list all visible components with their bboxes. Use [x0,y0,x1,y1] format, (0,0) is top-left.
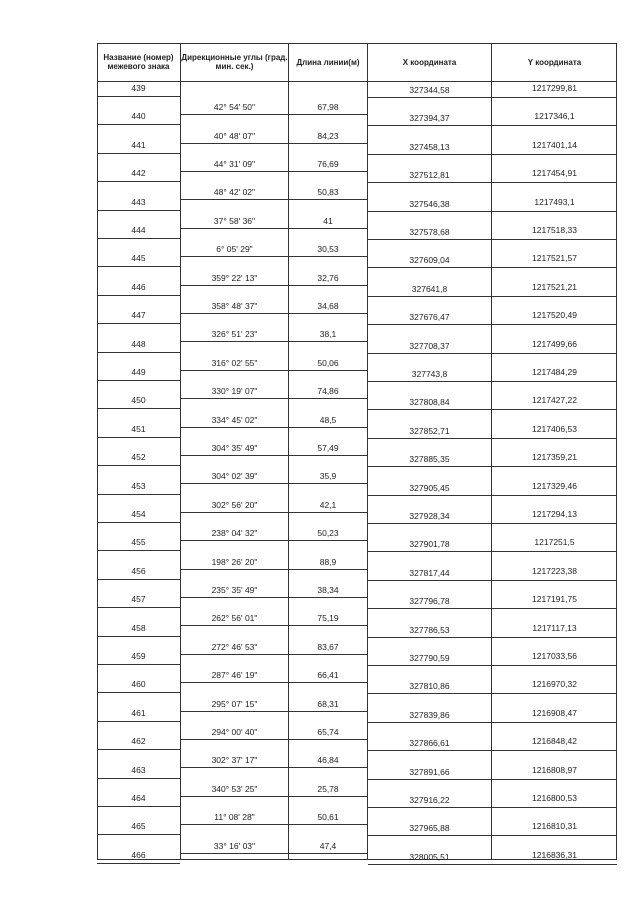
row-rule [368,381,617,382]
line-length: 67,98 [317,102,339,113]
row-rule [181,143,367,144]
line-length: 42,1 [319,499,337,510]
x-coordinate: 327743,8 [411,369,448,379]
line-length: 32,76 [317,272,339,283]
row-rule [97,778,180,779]
x-coordinate: 327928,34 [409,511,450,521]
y-coordinate: 1217329,46 [532,480,577,491]
line-length: 75,19 [317,613,339,624]
point-name: 449 [131,367,146,377]
row-rule [181,540,367,541]
point-name: 450 [131,395,146,406]
row-rule [368,608,617,609]
row-rule [368,750,617,751]
row-rule [368,580,617,581]
row-rule [181,625,367,626]
line-length: 84,23 [317,130,339,141]
direction-angle: 33° 16' 03" [213,840,256,851]
x-coordinate: 327786,53 [409,624,450,635]
line-length: 66,41 [317,670,339,681]
row-rule [97,806,180,807]
y-coordinate: 1217518,33 [532,225,577,235]
direction-angle: 302° 56' 20" [211,499,258,510]
row-rule [368,637,617,638]
row-rule [368,551,617,552]
row-rule [368,807,617,808]
row-rule [368,97,617,98]
row-rule [97,238,180,239]
line-length: 88,9 [319,556,337,567]
x-coordinate: 327394,37 [409,113,450,124]
x-coordinate: 327965,88 [409,823,450,834]
row-rule [97,579,180,580]
row-rule [181,256,367,257]
line-length: 50,23 [317,528,339,539]
x-coordinate: 327916,22 [409,795,450,805]
x-coordinate: 327808,84 [409,397,450,408]
line-length: 25,78 [317,783,339,794]
point-name: 448 [131,338,146,349]
row-rule [97,522,180,523]
direction-angle: 238° 04' 32" [211,528,258,539]
y-coordinate: 1216848,42 [532,736,577,747]
row-rule [368,239,617,240]
y-coordinate: 1217191,75 [532,594,577,605]
direction-angle: 316° 02' 55" [211,357,258,368]
direction-angle: 330° 19' 07" [211,386,258,397]
point-name: 466 [131,849,146,860]
row-rule [368,779,617,780]
row-rule [97,408,180,409]
row-rule [97,550,180,551]
line-length: 47,4 [319,840,337,851]
point-name: 455 [131,537,146,548]
y-coordinate: 1217484,29 [532,367,577,377]
row-rule [368,864,617,865]
line-length: 34,68 [317,301,339,311]
row-rule [97,607,180,608]
x-coordinate: 327839,86 [409,709,450,720]
x-coordinate: 327578,68 [409,227,450,237]
x-coordinate: 328005,51 [409,851,450,862]
point-name: 440 [131,111,146,122]
row-rule [181,512,367,513]
line-length: 57,49 [317,443,339,453]
y-coordinate: 1217401,14 [532,139,577,150]
row-rule [181,597,367,598]
line-length: 50,06 [317,357,339,368]
row-rule [97,465,180,466]
line-length: 83,67 [317,641,339,652]
row-rule [97,323,180,324]
point-name: 445 [131,253,146,264]
direction-angle: 37° 58' 36" [213,215,256,226]
row-rule [97,352,180,353]
row-rule [97,834,180,835]
direction-angle: 262° 56' 01" [211,613,258,624]
y-coordinate: 1217520,49 [532,310,577,321]
y-coordinate: 1216808,97 [532,764,577,775]
row-rule [97,210,180,211]
y-coordinate: 1217493,1 [534,196,575,207]
direction-angle: 295° 07' 15" [211,698,258,709]
x-coordinate: 327905,45 [409,482,450,493]
x-coordinate: 327609,04 [409,255,450,266]
direction-angle: 287° 46' 19" [211,670,258,681]
row-rule [368,835,617,836]
point-name: 446 [131,281,146,292]
point-name: 447 [131,310,146,321]
row-rule [368,154,617,155]
point-name: 461 [131,707,146,718]
line-length: 68,31 [317,698,339,709]
row-rule [97,380,180,381]
row-rule [97,863,180,864]
line-length: 30,53 [317,244,339,255]
point-name: 459 [131,651,146,661]
x-coordinate: 327458,13 [409,141,450,152]
row-rule [181,171,367,172]
y-coordinate: 1217299,81 [532,83,577,93]
row-rule [181,370,367,371]
row-rule [97,494,180,495]
direction-angle: 326° 51' 23" [211,329,258,340]
row-rule [368,296,617,297]
row-rule [97,295,180,296]
row-rule [368,125,617,126]
direction-angle: 40° 48' 07" [213,130,256,141]
header-x: X координата [402,57,457,67]
row-rule [181,341,367,342]
point-name: 456 [131,565,146,576]
row-rule [368,409,617,410]
row-rule [181,398,367,399]
direction-angle: 11° 08' 28" [214,812,255,823]
header-angle: Дирекционные углы (град. мин. сек.) [181,53,288,71]
direction-angle: 358° 48' 37" [211,301,258,311]
row-rule [97,266,180,267]
line-length: 41 [323,215,333,226]
line-length: 38,1 [319,329,337,340]
row-rule [181,796,367,797]
row-rule [368,353,617,354]
row-rule [368,182,617,183]
y-coordinate: 1217346,1 [534,111,575,122]
header-length: Длина линии(м) [296,57,360,67]
row-rule [97,692,180,693]
y-coordinate: 1217294,13 [532,509,577,519]
row-rule [368,722,617,723]
row-rule [97,664,180,665]
x-coordinate: 327641,8 [411,283,448,294]
row-rule [181,824,367,825]
direction-angle: 304° 02' 39" [211,471,258,482]
y-coordinate: 1217359,21 [532,452,577,463]
coordinates-table [97,43,617,860]
direction-angle: 44° 31' 09" [213,159,256,169]
x-coordinate: 327344,58 [409,85,450,95]
row-rule [97,153,180,154]
x-coordinate: 327796,78 [409,596,450,607]
y-coordinate: 1217251,5 [534,537,575,548]
direction-angle: 340° 53' 25" [211,783,258,794]
direction-angle: 6° 05' 29" [216,244,253,255]
x-coordinate: 327790,59 [409,653,450,663]
y-coordinate: 1216836,31 [532,849,577,860]
header-y: Y координата [527,57,582,67]
row-rule [181,313,367,314]
y-coordinate: 1217454,91 [532,168,577,179]
y-coordinate: 1217117,13 [532,622,577,633]
header-name: Название (номер) межевого знака [103,53,174,71]
row-rule [181,114,367,115]
row-rule [97,749,180,750]
point-name: 444 [131,225,146,235]
direction-angle: 42° 54' 50" [213,102,256,113]
row-rule [181,767,367,768]
row-rule [368,466,617,467]
direction-angle: 235° 35' 49" [211,585,258,595]
direction-angle: 359° 22' 13" [211,272,258,283]
x-coordinate: 327810,86 [409,681,450,692]
point-name: 451 [131,423,146,434]
y-coordinate: 1216970,32 [532,679,577,690]
line-length: 38,34 [317,585,339,595]
y-coordinate: 1217499,66 [532,338,577,349]
y-coordinate: 1216810,31 [532,821,577,832]
row-rule [181,455,367,456]
row-rule [368,438,617,439]
point-name: 457 [131,594,146,605]
y-coordinate: 1217033,56 [532,651,577,661]
line-length: 50,83 [317,187,339,198]
line-length: 65,74 [317,727,339,737]
direction-angle: 294° 00' 40" [211,727,258,737]
row-rule [97,124,180,125]
y-coordinate: 1217427,22 [532,395,577,406]
point-name: 465 [131,821,146,832]
y-coordinate: 1217521,57 [532,253,577,264]
point-name: 443 [131,196,146,207]
x-coordinate: 327885,35 [409,454,450,465]
point-name: 462 [131,736,146,747]
row-rule [181,654,367,655]
direction-angle: 198° 26' 20" [211,556,258,567]
x-coordinate: 327546,38 [409,198,450,209]
row-rule [368,665,617,666]
row-rule [368,211,617,212]
row-rule [181,853,367,854]
point-name: 460 [131,679,146,690]
point-name: 453 [131,480,146,491]
x-coordinate: 327708,37 [409,340,450,351]
line-length: 48,5 [319,414,337,425]
x-coordinate: 327901,78 [409,539,450,550]
row-rule [368,693,617,694]
row-rule [181,228,367,229]
x-coordinate: 327512,81 [409,170,450,181]
direction-angle: 304° 35' 49" [211,443,258,453]
x-coordinate: 327817,44 [409,567,450,578]
line-length: 76,69 [317,159,339,169]
row-rule [97,437,180,438]
point-name: 458 [131,622,146,633]
point-name: 452 [131,452,146,463]
y-coordinate: 1216800,53 [532,793,577,803]
direction-angle: 334° 45' 02" [211,414,258,425]
row-rule [181,427,367,428]
line-length: 50,61 [317,812,339,823]
row-rule [368,267,617,268]
point-name: 454 [131,509,146,519]
x-coordinate: 327852,71 [409,425,450,436]
row-rule [181,711,367,712]
row-rule [181,569,367,570]
point-name: 442 [131,168,146,179]
x-coordinate: 327676,47 [409,312,450,323]
row-rule [368,324,617,325]
x-coordinate: 327891,66 [409,766,450,777]
row-rule [97,636,180,637]
point-name: 463 [131,764,146,775]
direction-angle: 302° 37' 17" [211,755,258,766]
line-length: 35,9 [319,471,337,482]
point-name: 441 [131,139,146,150]
row-rule [181,199,367,200]
row-rule [181,739,367,740]
y-coordinate: 1217223,38 [532,565,577,576]
row-rule [97,721,180,722]
line-length: 74,86 [317,386,339,397]
point-name: 439 [131,83,146,93]
row-rule [97,96,180,97]
direction-angle: 48° 42' 02" [213,187,256,198]
y-coordinate: 1216908,47 [532,707,577,718]
row-rule [181,682,367,683]
y-coordinate: 1217406,53 [532,423,577,434]
point-name: 464 [131,793,146,803]
direction-angle: 272° 46' 53" [211,641,258,652]
row-rule [181,285,367,286]
x-coordinate: 327866,61 [409,738,450,749]
row-rule [368,495,617,496]
y-coordinate: 1217521,21 [532,281,577,292]
row-rule [97,181,180,182]
row-rule [368,523,617,524]
line-length: 46,84 [317,755,339,766]
row-rule [181,483,367,484]
